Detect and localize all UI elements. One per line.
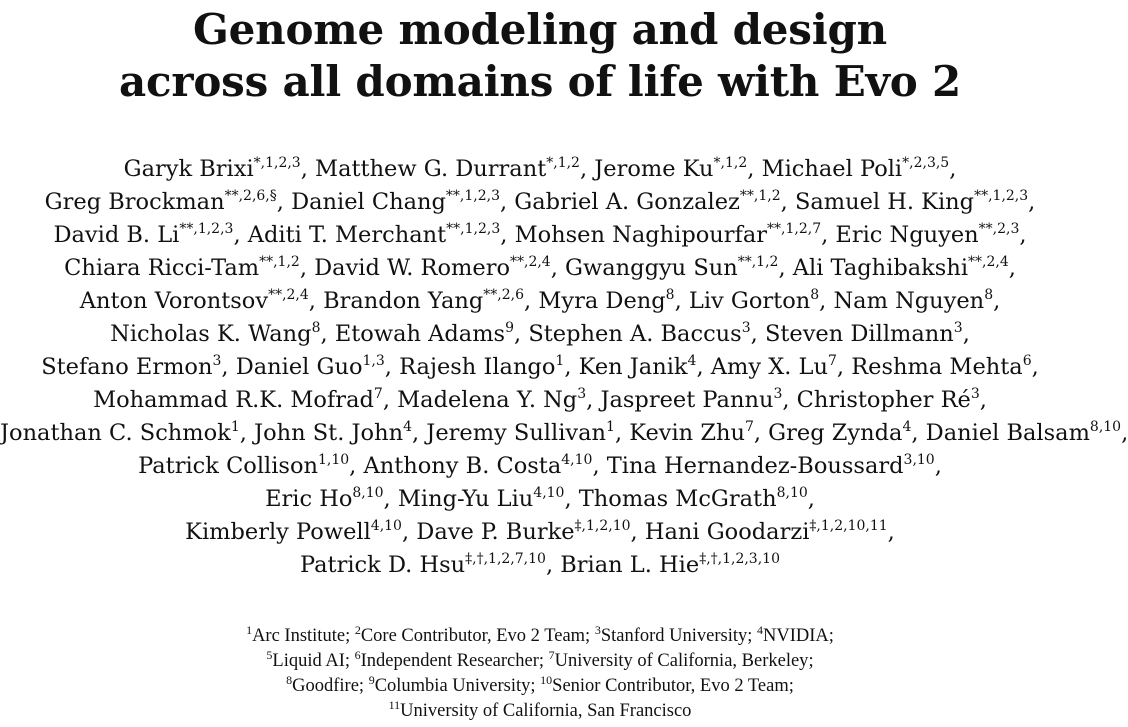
author-name: Aditi T. Merchant <box>247 222 447 248</box>
author <box>833 288 993 314</box>
author-name: Patrick D. Hsu <box>300 552 466 578</box>
author-affiliation-marks: 1 <box>230 419 240 435</box>
author-name: David B. Li <box>53 222 180 248</box>
affiliation-name: Liquid AI <box>272 651 345 671</box>
author <box>851 354 1031 380</box>
author <box>835 222 1019 248</box>
author-name: Etowah Adams <box>334 321 506 347</box>
author-name: Daniel Balsam <box>925 420 1090 446</box>
affiliation <box>368 673 531 696</box>
author-affiliation-marks: 3 <box>970 386 980 402</box>
author-affiliation-marks: 4 <box>902 419 912 435</box>
author <box>53 222 233 248</box>
author-affiliation-marks: 8,10 <box>776 485 808 501</box>
author-affiliation-marks: 1 <box>606 419 615 435</box>
affiliation-line: $^8$Goodfire; $^9$Columbia University; $^{10}$Senior Contributor, Evo 2 Team; <box>286 673 794 696</box>
author-name: Mohammad R.K. Mofrad <box>93 387 374 413</box>
affiliation-line: $^1$Arc Institute; $^2$Core Contributor, Evo 2 Team; $^3$Stanford University; $^4$NVIDIA; <box>246 623 834 646</box>
affiliation-number: 9 <box>368 673 375 687</box>
author-name: Ming-Yu Liu <box>397 486 534 512</box>
author-affiliation-marks: 8 <box>665 287 675 303</box>
author-affiliation-marks: 3 <box>577 386 587 402</box>
author-affiliation-marks: 3 <box>212 353 222 369</box>
author-affiliation-marks: **,1,2,3 <box>445 188 500 204</box>
author-name: Jeremy Sullivan <box>426 420 607 446</box>
author <box>315 156 580 182</box>
author-affiliation-marks: 3 <box>741 320 751 336</box>
author-name: Nam Nguyen <box>833 288 985 314</box>
author-line: Jonathan C. Schmok$^1$, John St. John$^4$, Jeremy Sullivan$^1$, Kevin Zhu$^7$, Greg Zynda$^4$, Daniel Balsam$^{8,10}$, <box>0 419 1128 446</box>
author-line: Chiara Ricci-Tam$^{**,1,2}$, David W. Romero$^{**,2,4}$, Gwanggyu Sun$^{**,1,2}$, Ali Taghibakshi$^{**,2,4}$, <box>64 254 1016 281</box>
author-affiliation-marks: 8 <box>311 320 321 336</box>
author-name: Amy X. Lu <box>710 354 828 380</box>
author <box>254 420 412 446</box>
affiliation-name: Stanford University <box>600 626 748 646</box>
author-affiliation-marks: ‡,†,1,2,3,10 <box>699 551 780 567</box>
paper-title <box>0 4 1080 108</box>
author-name: John St. John <box>254 420 404 446</box>
affiliation-name: Independent Researcher <box>360 651 539 671</box>
affiliation-number: 3 <box>594 623 601 637</box>
author-name: David W. Romero <box>314 255 510 281</box>
author-affiliation-marks: *,1,2 <box>546 155 580 171</box>
author <box>291 189 500 215</box>
author <box>397 387 586 413</box>
author-affiliation-marks: 4 <box>687 353 697 369</box>
author-name: Samuel H. King <box>794 189 975 215</box>
author-affiliation-marks: **,2,3 <box>978 221 1020 237</box>
author-name: Patrick Collison <box>138 453 318 479</box>
author-affiliation-marks: ‡,†,1,2,7,10 <box>465 551 546 567</box>
affiliation-name: Columbia University <box>374 676 531 696</box>
author-line: Anton Vorontsov$^{**,2,4}$, Brandon Yang$^{**,2,6}$, Myra Deng$^8$, Liv Gorton$^8$, Nam Nguyen$^8$, <box>79 287 1001 314</box>
author <box>565 255 778 281</box>
author-name: Jaspreet Pannu <box>600 387 774 413</box>
affiliation <box>354 648 539 671</box>
author-name: Brandon Yang <box>323 288 484 314</box>
author-affiliation-marks: **,1,2,3 <box>974 188 1029 204</box>
author-affiliation-marks: *,1,2 <box>713 155 748 171</box>
author-affiliation-marks: 7 <box>373 386 383 402</box>
author <box>110 321 320 347</box>
author <box>579 486 808 512</box>
author <box>363 453 592 479</box>
author-affiliation-marks: 4,10 <box>561 452 593 468</box>
author-affiliation-marks: **,1,2,3 <box>446 221 501 237</box>
author-name: Michael Poli <box>761 156 903 182</box>
author-affiliation-marks: 1,10 <box>318 452 350 468</box>
author <box>300 552 546 578</box>
author-affiliation-marks: 7 <box>827 353 837 369</box>
author-affiliation-marks: **,2,6 <box>483 287 525 303</box>
affiliation <box>286 673 359 696</box>
affiliation-number: 11 <box>388 698 401 712</box>
affiliation <box>246 623 346 646</box>
affiliation-number: 8 <box>286 673 293 687</box>
affiliation-name: Senior Contributor, Evo 2 Team <box>552 676 789 696</box>
affiliation-number: 5 <box>266 648 273 662</box>
author <box>629 420 754 446</box>
affiliation-number: 7 <box>548 648 555 662</box>
author <box>793 255 1009 281</box>
author <box>579 354 697 380</box>
title-line-1: Genome modeling and design <box>192 5 888 54</box>
author-affiliation-marks: ‡,1,2,10 <box>574 518 631 534</box>
affiliation-number: 2 <box>354 623 361 637</box>
author-line: Kimberly Powell$^{4,10}$, Dave P. Burke$^{\ddagger,1,2,10}$, Hani Goodarzi$^{\ddagger,1,2,10,11}$, <box>185 518 895 545</box>
author <box>600 387 782 413</box>
author <box>0 420 240 446</box>
affiliation-list <box>0 624 1080 724</box>
author <box>795 189 1028 215</box>
author-affiliation-marks: 1,3 <box>362 353 385 369</box>
author-name: Tina Hernandez- <box>606 453 798 479</box>
author-line: Mohammad R.K. Mofrad$^7$, Madelena Y. Ng$^3$, Jaspreet Pannu$^3$, Christopher $Ré^3$, <box>93 386 987 413</box>
author-affiliation-marks: 3 <box>953 320 963 336</box>
author <box>528 321 750 347</box>
author-name: Steven Dillmann <box>764 321 954 347</box>
author-name: Anton Vorontsov <box>79 288 269 314</box>
author <box>711 354 837 380</box>
author <box>80 288 309 314</box>
author-name: Nicholas K. Wang <box>110 321 312 347</box>
author <box>797 453 934 479</box>
author-line: Eric Ho$^{8,10}$, Ming-Yu Liu$^{4,10}$, Thomas McGrath$^{8,10}$, <box>265 485 815 512</box>
author-name: Brian L. Hie <box>560 552 700 578</box>
author <box>645 519 888 545</box>
affiliation <box>354 623 586 646</box>
author-affiliation-marks: *,1,2,3 <box>253 155 301 171</box>
author-name: Myra Deng <box>538 288 666 314</box>
author <box>323 288 524 314</box>
author <box>607 453 798 479</box>
author <box>689 288 819 314</box>
author-affiliation-marks: 4,10 <box>533 485 565 501</box>
author-name: Chiara Ricci-Tam <box>64 255 260 281</box>
author-line: Nicholas K. Wang$^8$, Etowah Adams$^9$, Stephen A. Baccus$^3$, Steven Dillmann$^3$, <box>110 320 970 347</box>
author <box>45 189 277 215</box>
author <box>594 156 747 182</box>
author-line: Patrick D. Hsu$^{\ddagger,\dagger,1,2,7,10}$, Brian L. Hie$^{\ddagger,\dagger,1,2,3,10}$ <box>300 551 780 578</box>
author <box>41 354 221 380</box>
author-affiliation-marks: 1 <box>555 353 565 369</box>
author-name: Rajesh Ilango <box>399 354 556 380</box>
author-affiliation-marks: **,1,2 <box>739 188 781 204</box>
affiliation-number: 10 <box>540 673 553 687</box>
author-name: Gabriel A. Gonzalez <box>514 189 740 215</box>
author-name: Stephen A. Baccus <box>528 321 742 347</box>
author <box>797 387 980 413</box>
affiliation <box>594 623 748 646</box>
author-name: Daniel Chang <box>291 189 446 215</box>
author-name: Kimberly Powell <box>185 519 371 545</box>
author <box>124 156 301 182</box>
author-affiliation-marks: 3 <box>773 386 783 402</box>
author-name: Thomas McGrath <box>578 486 777 512</box>
author <box>335 321 514 347</box>
author <box>138 453 349 479</box>
affiliation-number: 4 <box>757 623 764 637</box>
affiliation-name: NVIDIA <box>763 626 829 646</box>
author <box>185 519 402 545</box>
author <box>265 486 383 512</box>
affiliation-line <box>0 699 1080 724</box>
author <box>515 222 822 248</box>
affiliation <box>266 648 345 671</box>
author-name: Daniel Guo <box>235 354 363 380</box>
affiliation-number: 1 <box>246 623 253 637</box>
author-affiliation-marks: 6 <box>1022 353 1032 369</box>
author-name: Ken Janik <box>578 354 688 380</box>
author-affiliation-marks: 8 <box>810 287 820 303</box>
affiliation-name: Arc Institute <box>252 626 346 646</box>
author-affiliation-marks: 8,10 <box>352 485 384 501</box>
author-name: Liv Gorton <box>688 288 811 314</box>
author-affiliation-marks: **,1,2 <box>737 254 779 270</box>
author-name: Stefano Ermon <box>41 354 213 380</box>
affiliation <box>548 648 809 671</box>
author-line: Garyk Brixi$^{*,1,2,3}$, Matthew G. Durrant$^{*,1,2}$, Jerome $Ku^{*,1,2}$, Michael Poli$^{*,2,3,5}$, <box>123 155 957 182</box>
author <box>762 156 950 182</box>
author-affiliation-marks: **,2,6,§ <box>224 188 277 204</box>
author-affiliation-marks: **,1,2 <box>259 254 300 270</box>
author-affiliation-marks: **,2,4 <box>510 254 551 270</box>
author <box>236 354 385 380</box>
affiliation-name: University of California, San Francisco <box>400 701 692 721</box>
title-line-2: across all domains of life with Evo 2 <box>119 57 961 106</box>
author-name: Kevin Zhu <box>629 420 745 446</box>
author-name: Boussard <box>797 453 904 479</box>
affiliation-name: Goodfire <box>292 676 359 696</box>
affiliation-line: $^5$Liquid AI; $^6$Independent Researcher; $^7$University of California, Berkeley; <box>266 648 814 671</box>
author-affiliation-marks: 8 <box>984 287 994 303</box>
author-name: Mohsen Naghipourfar <box>514 222 768 248</box>
author-affiliation-marks: 4,10 <box>370 518 402 534</box>
author <box>416 519 630 545</box>
author <box>248 222 500 248</box>
author <box>514 189 780 215</box>
author-affiliation-marks: 7 <box>744 419 754 435</box>
author-affiliation-marks: **,2,4 <box>268 287 309 303</box>
author-name: Hani Goodarzi <box>644 519 810 545</box>
author-name: Garyk Brixi <box>123 156 254 182</box>
author-line: Stefano Ermon$^3$, Daniel Guo$^{1,3}$, Rajesh Ilango$^1$, Ken Janik$^4$, Amy X. Lu$^7$, Reshma Mehta$^6$, <box>41 353 1039 380</box>
author-name: Jonathan C. Schmok <box>0 420 231 446</box>
author-affiliation-marks: 4 <box>403 419 412 435</box>
author <box>560 552 780 578</box>
author-name: Ali Taghibakshi <box>792 255 969 281</box>
author-name: Greg Brockman <box>44 189 225 215</box>
author-line: David B. $Li^{**,1,2,3}$, Aditi T. Merchant$^{**,1,2,3}$, Mohsen Naghipourfar$^{**,1,2,7}$, Eric Nguyen$^{**,2,3}$, <box>53 221 1027 248</box>
author-line: Patrick Collison$^{1,10}$, Anthony B. Costa$^{4,10}$, Tina Hernandez-Boussard$^{3,10}$, <box>138 452 942 479</box>
author <box>64 255 300 281</box>
author <box>768 420 911 446</box>
author-name: Madelena Y. Ng <box>397 387 578 413</box>
author-name: Eric Ho <box>265 486 353 512</box>
author-list <box>0 153 1128 582</box>
author-affiliation-marks: **,1,2,7 <box>767 221 822 237</box>
affiliation <box>388 698 692 721</box>
affiliation <box>540 673 789 696</box>
author-affiliation-marks: 8,10 <box>1089 419 1122 435</box>
affiliation-name: University of California, Berkeley <box>554 651 809 671</box>
affiliation <box>757 623 829 646</box>
author-name: Anthony B. Costa <box>363 453 562 479</box>
author-affiliation-marks: *,2,3,5 <box>902 155 950 171</box>
author-name: Dave P. Burke <box>416 519 575 545</box>
author-name: Matthew G. Durrant <box>315 156 547 182</box>
author-line: Greg Brockman$^{**,2,6,\S}$, Daniel Chang$^{**,1,2,3}$, Gabriel A. Gonzalez$^{**,1,2}$, Samuel H. King$^{**,1,2,3}$, <box>44 188 1036 215</box>
author <box>314 255 551 281</box>
author <box>926 420 1121 446</box>
author-affiliation-marks: **,2,4 <box>968 254 1009 270</box>
author <box>765 321 963 347</box>
author-affiliation-marks: ‡,1,2,10,11 <box>809 518 888 534</box>
author <box>398 486 565 512</box>
author-name: Reshma Mehta <box>851 354 1023 380</box>
author <box>538 288 674 314</box>
author <box>93 387 383 413</box>
author <box>426 420 615 446</box>
author-affiliation-marks: **,1,2,3 <box>179 221 234 237</box>
author-name: Christopher Ré <box>796 387 971 413</box>
author-name: Jerome Ku <box>594 156 714 182</box>
author-name: Eric Nguyen <box>835 222 979 248</box>
author-affiliation-marks: 9 <box>505 320 515 336</box>
author-name: Greg Zynda <box>768 420 903 446</box>
affiliation-name: Core Contributor, Evo 2 Team <box>360 626 586 646</box>
author-name: Gwanggyu Sun <box>565 255 738 281</box>
author <box>399 354 564 380</box>
author-affiliation-marks: 3,10 <box>903 452 935 468</box>
affiliation-number: 6 <box>354 648 361 662</box>
